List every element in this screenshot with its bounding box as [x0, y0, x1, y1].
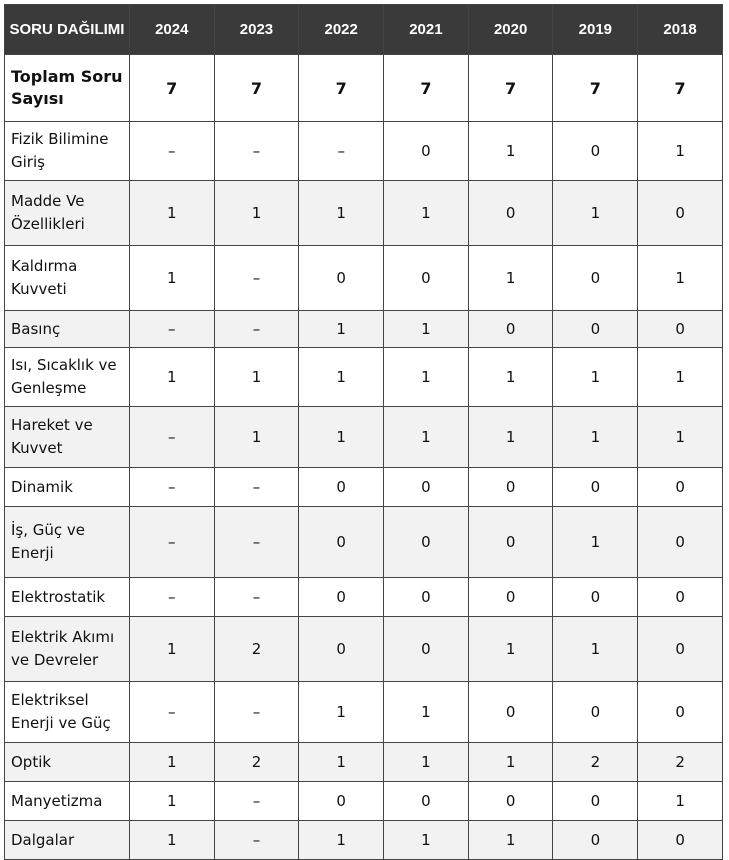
value-cell: 1 [468, 246, 553, 311]
table-row [5, 311, 723, 348]
value-cell: 1 [129, 617, 214, 682]
header-year: 2021 [384, 5, 469, 55]
header-year: 2024 [129, 5, 214, 55]
value-cell: 7 [553, 55, 638, 122]
value-cell: 7 [384, 55, 469, 122]
value-cell: 0 [468, 578, 553, 617]
value-cell: – [214, 311, 299, 348]
value-cell: 0 [468, 468, 553, 507]
topic-cell: Optik [5, 743, 130, 782]
value-cell: 1 [468, 122, 553, 181]
value-cell: 0 [384, 122, 469, 181]
value-cell: 1 [638, 246, 723, 311]
value-cell: – [299, 122, 384, 181]
value-cell: 0 [638, 468, 723, 507]
value-cell: 0 [384, 782, 469, 821]
value-cell: 0 [638, 617, 723, 682]
value-cell: 7 [299, 55, 384, 122]
table-row [5, 181, 723, 246]
value-cell: 1 [384, 348, 469, 407]
value-cell: 1 [553, 348, 638, 407]
value-cell: – [129, 468, 214, 507]
value-cell: 1 [214, 181, 299, 246]
value-cell: 1 [468, 617, 553, 682]
topic-cell: Kaldırma Kuvveti [5, 246, 130, 311]
value-cell: 1 [129, 181, 214, 246]
value-cell: 0 [468, 682, 553, 743]
table-row [5, 743, 723, 782]
value-cell: 0 [299, 246, 384, 311]
value-cell: 0 [299, 507, 384, 578]
value-cell: 0 [299, 617, 384, 682]
value-cell: – [214, 507, 299, 578]
value-cell: 1 [638, 407, 723, 468]
value-cell: 0 [553, 468, 638, 507]
value-cell: – [214, 468, 299, 507]
value-cell: 1 [214, 348, 299, 407]
value-cell: 0 [384, 507, 469, 578]
table-row [5, 821, 723, 860]
value-cell: 1 [638, 348, 723, 407]
value-cell: 1 [214, 407, 299, 468]
value-cell: 0 [299, 468, 384, 507]
value-cell: 7 [638, 55, 723, 122]
value-cell: – [214, 122, 299, 181]
table-row [5, 348, 723, 407]
value-cell: – [214, 578, 299, 617]
value-cell: 1 [299, 682, 384, 743]
value-cell: 1 [468, 743, 553, 782]
value-cell: – [129, 507, 214, 578]
value-cell: 0 [468, 311, 553, 348]
value-cell: – [129, 578, 214, 617]
value-cell: – [129, 311, 214, 348]
value-cell: 0 [468, 507, 553, 578]
topic-cell: Dinamik [5, 468, 130, 507]
value-cell: 7 [129, 55, 214, 122]
value-cell: 0 [468, 181, 553, 246]
value-cell: 0 [638, 578, 723, 617]
table-row [5, 468, 723, 507]
value-cell: 0 [553, 311, 638, 348]
value-cell: 0 [553, 782, 638, 821]
value-cell: 0 [299, 782, 384, 821]
value-cell: 1 [129, 348, 214, 407]
topic-cell: Toplam Soru Sayısı [5, 55, 130, 122]
value-cell: 1 [553, 617, 638, 682]
header-year: 2019 [553, 5, 638, 55]
value-cell: 0 [553, 682, 638, 743]
value-cell: 1 [384, 181, 469, 246]
value-cell: 1 [299, 181, 384, 246]
header-year: 2018 [638, 5, 723, 55]
value-cell: 1 [299, 743, 384, 782]
value-cell: 0 [468, 782, 553, 821]
value-cell: 0 [384, 468, 469, 507]
value-cell: – [214, 246, 299, 311]
table-row [5, 246, 723, 311]
value-cell: 2 [214, 743, 299, 782]
value-cell: 0 [553, 821, 638, 860]
value-cell: – [214, 682, 299, 743]
table-row [5, 682, 723, 743]
value-cell: 0 [384, 578, 469, 617]
value-cell: 1 [384, 821, 469, 860]
header-year: 2023 [214, 5, 299, 55]
value-cell: 0 [638, 821, 723, 860]
value-cell: 2 [553, 743, 638, 782]
value-cell: 1 [553, 407, 638, 468]
header-year: 2020 [468, 5, 553, 55]
topic-cell: Manyetizma [5, 782, 130, 821]
topic-cell: Basınç [5, 311, 130, 348]
value-cell: 1 [553, 181, 638, 246]
value-cell: 0 [299, 578, 384, 617]
topic-cell: Isı, Sıcaklık ve Genleşme [5, 348, 130, 407]
total-row [5, 55, 723, 122]
value-cell: 1 [468, 821, 553, 860]
header-topic: SORU DAĞILIMI [5, 5, 130, 55]
value-cell: 1 [638, 122, 723, 181]
value-cell: – [129, 407, 214, 468]
value-cell: 0 [553, 578, 638, 617]
value-cell: 1 [299, 348, 384, 407]
header-year: 2022 [299, 5, 384, 55]
value-cell: 0 [638, 507, 723, 578]
value-cell: 1 [129, 246, 214, 311]
value-cell: 0 [553, 246, 638, 311]
value-cell: 1 [129, 743, 214, 782]
value-cell: – [129, 122, 214, 181]
value-cell: 2 [214, 617, 299, 682]
value-cell: 1 [384, 311, 469, 348]
table-row [5, 122, 723, 181]
value-cell: – [214, 782, 299, 821]
value-cell: – [214, 821, 299, 860]
topic-cell: Elektrik Akımı ve Devreler [5, 617, 130, 682]
value-cell: 1 [384, 407, 469, 468]
value-cell: 1 [638, 782, 723, 821]
value-cell: 2 [638, 743, 723, 782]
value-cell: 1 [553, 507, 638, 578]
value-cell: 1 [384, 743, 469, 782]
header-row [5, 5, 723, 55]
value-cell: 1 [468, 348, 553, 407]
topic-cell: Hareket ve Kuvvet [5, 407, 130, 468]
value-cell: 0 [638, 682, 723, 743]
value-cell: 7 [468, 55, 553, 122]
value-cell: 1 [299, 407, 384, 468]
table-row [5, 507, 723, 578]
value-cell: – [129, 682, 214, 743]
value-cell: 7 [214, 55, 299, 122]
topic-cell: Elektrostatik [5, 578, 130, 617]
value-cell: 0 [553, 122, 638, 181]
value-cell: 1 [299, 821, 384, 860]
value-cell: 0 [638, 311, 723, 348]
topic-cell: Madde Ve Özellikleri [5, 181, 130, 246]
question-distribution-table [4, 4, 723, 860]
value-cell: 1 [299, 311, 384, 348]
table-row [5, 407, 723, 468]
table-body [5, 55, 723, 860]
value-cell: 0 [384, 246, 469, 311]
value-cell: 1 [468, 407, 553, 468]
table-row [5, 578, 723, 617]
topic-cell: Dalgalar [5, 821, 130, 860]
table-row [5, 782, 723, 821]
value-cell: 1 [129, 821, 214, 860]
topic-cell: Fizik Bilimine Giriş [5, 122, 130, 181]
value-cell: 1 [384, 682, 469, 743]
value-cell: 0 [384, 617, 469, 682]
topic-cell: Elektriksel Enerji ve Güç [5, 682, 130, 743]
value-cell: 0 [638, 181, 723, 246]
topic-cell: İş, Güç ve Enerji [5, 507, 130, 578]
table-row [5, 617, 723, 682]
value-cell: 1 [129, 782, 214, 821]
